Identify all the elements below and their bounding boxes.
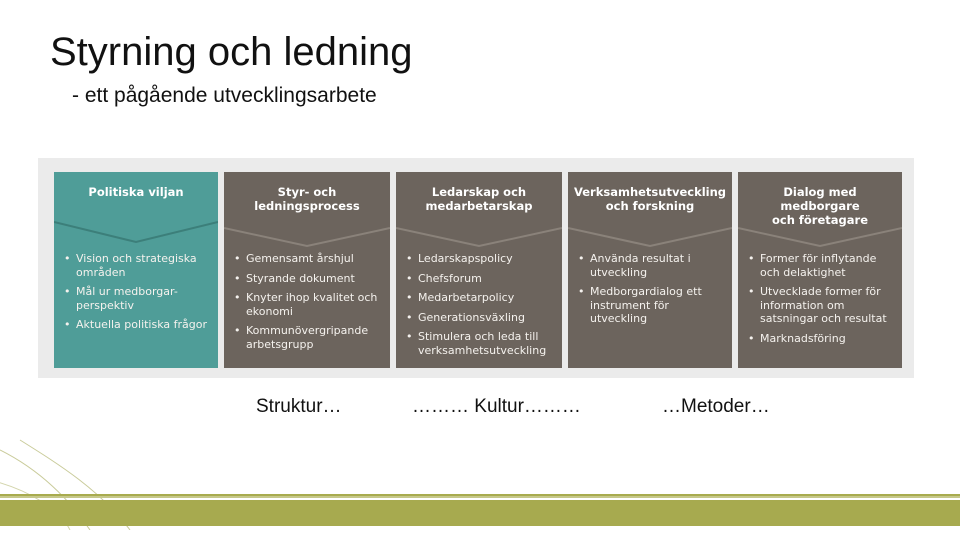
list-item: • Medarbetarpolicy xyxy=(406,291,558,305)
pillar-heading-line: Dialog med medborgare xyxy=(780,185,860,213)
slide-title: Styrning och ledning xyxy=(50,30,413,74)
list-item: • Ledarskapspolicy xyxy=(406,252,558,266)
pillar-heading-line: och företagare xyxy=(771,213,868,227)
pillar-verksamhetsutveckling-och-forskning xyxy=(568,172,732,368)
list-item: • Generationsväxling xyxy=(406,311,558,325)
pillar-heading xyxy=(224,172,390,226)
footer-band-highlight xyxy=(0,496,960,498)
pillar-items xyxy=(748,252,898,352)
pillar-heading-line: och forskning xyxy=(605,199,695,213)
pillar-heading-line: Politiska viljan xyxy=(88,185,184,199)
pillar-politiska-viljan xyxy=(54,172,218,368)
pillar-dialog-med-medborgare xyxy=(738,172,902,368)
pillar-chevron xyxy=(54,172,218,252)
pillar-heading xyxy=(568,172,732,226)
list-item: • Former för inflytande och delaktighet xyxy=(748,252,898,279)
pillar-ledarskap-och-medarbetarskap xyxy=(396,172,562,368)
label-kultur: ……… Kultur……… xyxy=(412,396,581,417)
list-item: • Kommunövergripande arbetsgrupp xyxy=(234,324,386,351)
pillar-heading-line: medarbetarskap xyxy=(425,199,533,213)
list-item: • Mål ur medborgar-perspektiv xyxy=(64,285,214,312)
pillar-items xyxy=(406,252,558,364)
footer-band xyxy=(0,500,960,526)
pillar-styr-och-ledningsprocess xyxy=(224,172,390,368)
pillar-heading xyxy=(396,172,562,226)
list-item: • Aktuella politiska frågor xyxy=(64,318,214,332)
pillar-items xyxy=(234,252,386,358)
pillar-heading-line: ledningsprocess xyxy=(254,199,360,213)
list-item: • Använda resultat i utveckling xyxy=(578,252,728,279)
list-item: • Stimulera och leda till verksamhetsutveckling xyxy=(406,330,558,357)
list-item: • Vision och strategiska områden xyxy=(64,252,214,279)
pillar-heading xyxy=(738,172,902,226)
list-item: • Gemensamt årshjul xyxy=(234,252,386,266)
pillar-items xyxy=(64,252,214,338)
list-item: • Chefsforum xyxy=(406,272,558,286)
list-item: • Knyter ihop kvalitet och ekonomi xyxy=(234,291,386,318)
label-metoder: …Metoder… xyxy=(662,396,770,417)
pillar-diagram xyxy=(38,158,914,378)
pillar-heading-line: Styr- och xyxy=(277,185,337,199)
slide-subtitle: - ett pågående utvecklingsarbete xyxy=(72,84,377,107)
pillar-items xyxy=(578,252,728,332)
list-item: • Medborgardialog ett instrument för utveckling xyxy=(578,285,728,326)
list-item: • Utvecklade former för information om satsningar och resultat xyxy=(748,285,898,326)
list-item: • Styrande dokument xyxy=(234,272,386,286)
label-struktur: Struktur… xyxy=(256,396,342,417)
pillar-heading xyxy=(54,172,218,226)
list-item: • Marknadsföring xyxy=(748,332,898,346)
pillar-heading-line: Verksamhetsutveckling xyxy=(573,185,727,199)
pillar-heading-line: Ledarskap och xyxy=(431,185,527,199)
